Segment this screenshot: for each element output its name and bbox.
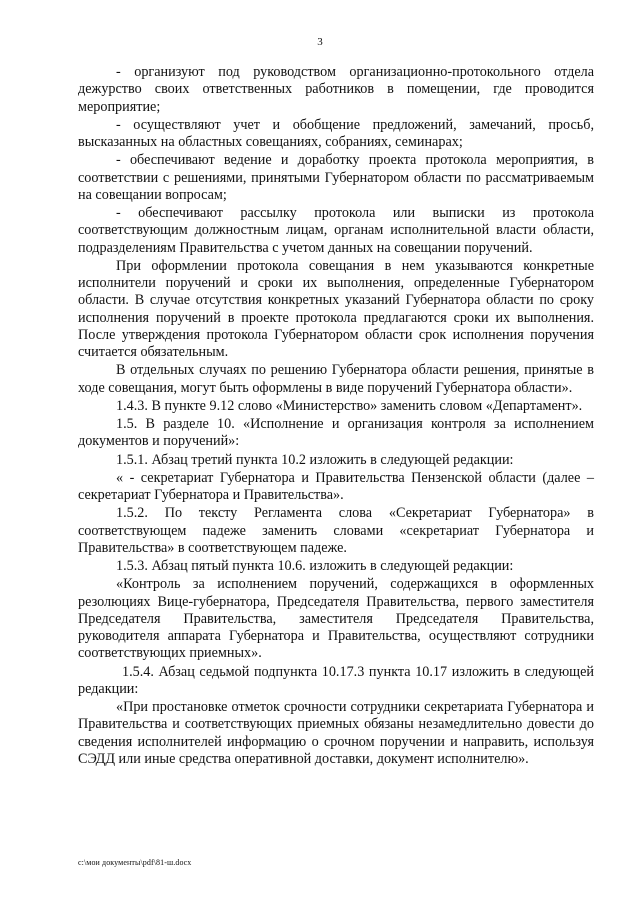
paragraph-protocol-execution: При оформлении протокола совещания в нем указываются конкретные исполнители поручений и сроки их выполнения, определенные Губернатором области. В случае отсутствия конкретных указаний Губернатора области по сроку исполнения поручений в проекте протокола предлагаются сроки их выполнения. После утверждения протокола Губернатором области срок исполнения поручения считается обязательным. — [78, 257, 594, 360]
page-number: 3 — [317, 36, 323, 48]
document-body — [78, 64, 594, 769]
paragraph-1-5-3: 1.5.3. Абзац пятый пункта 10.6. изложить в следующей редакции: — [116, 558, 514, 574]
paragraph-1-4-3: 1.4.3. В пункте 9.12 слово «Министерство» заменить словом «Департамент». — [116, 397, 583, 414]
paragraph-bullet-proposals: - осуществляют учет и обобщение предложений, замечаний, просьб, высказанных на областных совещаниях, собраниях, семинарах; — [78, 116, 594, 150]
paragraph-1-5-4-text: «При простановке отметок срочности сотрудники секретариата Губернатора и Правительства и соответствующих приемных обязаны незамедлительно довести до сведения исполнителей информацию о срочном поручении и направить, используя СЭДД или иные средства оперативной доставки, документ исполнителю». — [78, 699, 594, 767]
paragraph-bullet-protocol-draft: - обеспечивают ведение и доработку проекта протокола мероприятия, в соответствии с решениями, принятыми Губернатором области по рассматриваемым на совещании вопросам; — [78, 152, 594, 203]
paragraph-1-5-1: 1.5.1. Абзац третий пункта 10.2 изложить в следующей редакции: — [116, 451, 514, 468]
paragraph-1-5-4: 1.5.4. Абзац седьмой подпункта 10.17.3 пункта 10.17 изложить в следующей редакции: — [78, 663, 594, 697]
paragraph-special-cases: В отдельных случаях по решению Губернатора области решения, принятые в ходе совещания, могут быть оформлены в виде поручений Губернатора области». — [78, 362, 594, 396]
paragraph-1-5-2: 1.5.2. По тексту Регламента слова «Секретариат Губернатора» в соответствующем падеже заменить словами «секретариат Губернатора и Правительства» в соответствующем падеже. — [78, 505, 594, 556]
paragraph-bullet-distribution: - обеспечивают рассылку протокола или выписки из протокола соответствующим должностным лицам, органам исполнительной власти области, подразделениям Правительства с учетом данных на совещании поручений. — [78, 205, 594, 256]
paragraph-bullet-duty: - организуют под руководством организационно-протокольного отдела дежурство своих ответственных работников в помещении, где проводится мероприятие; — [78, 64, 594, 115]
paragraph-1-5: 1.5. В разделе 10. «Исполнение и организация контроля за исполнением документов и поручений»: — [78, 416, 594, 450]
footer-file-path: c:\мои документы\pdf\81-ш.docx — [78, 858, 192, 867]
paragraph-1-5-3-text: «Контроль за исполнением поручений, содержащихся в оформленных резолюциях Вице-губернатора, Председателя Правительства, первого заместителя Председателя Правительства, заместителя Председателя Правительства, руководителя аппарата Губернатора и Правительства, осуществляют сотрудники соответствующих приемных». — [78, 576, 594, 662]
paragraph-1-5-1-text: « - секретариат Губернатора и Правительства Пензенской области (далее – секретариат Губернатора и Правительства». — [78, 469, 594, 503]
